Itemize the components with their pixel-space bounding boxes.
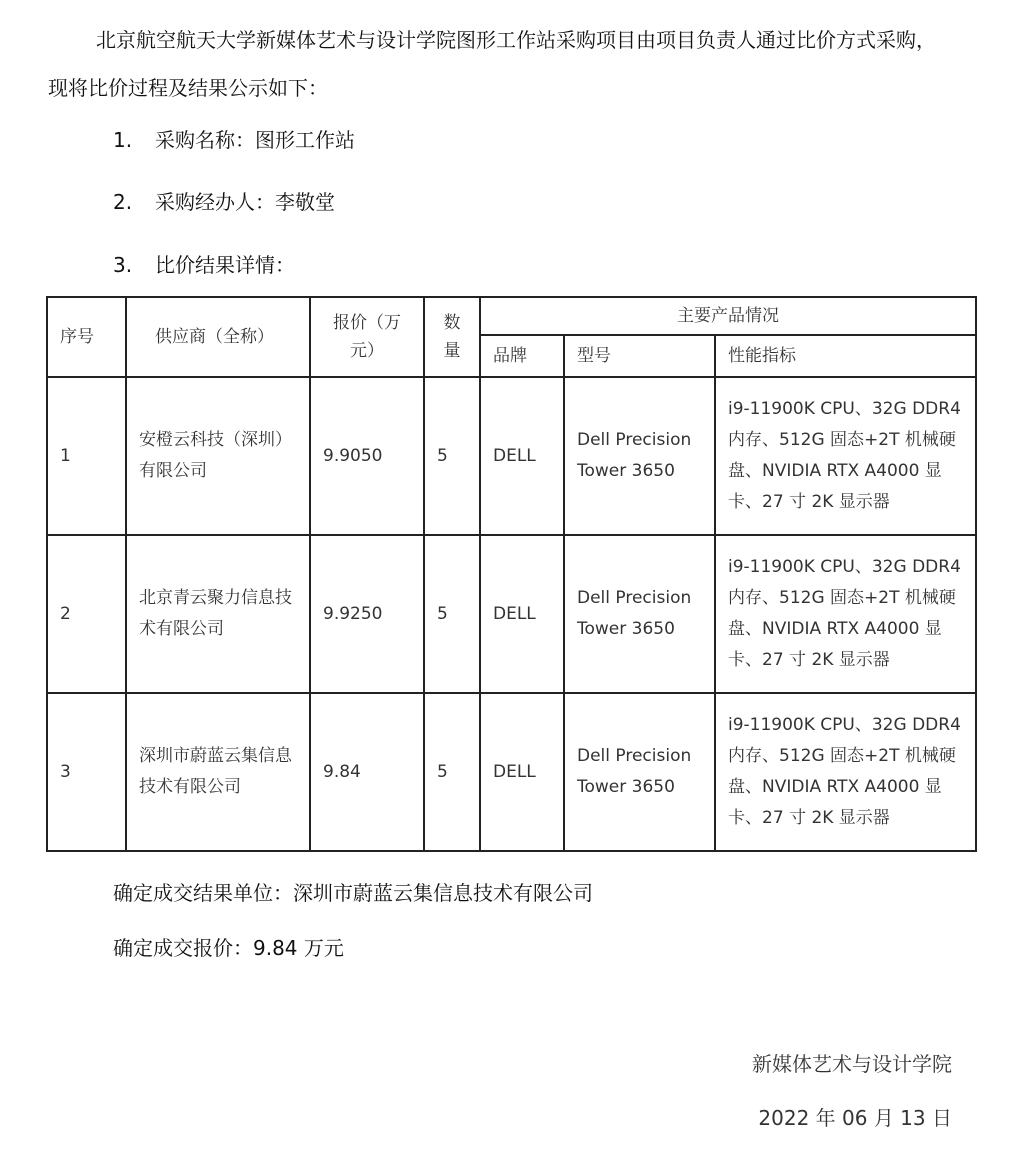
header-product-group: 主要产品情况 [480, 297, 976, 335]
header-qty: 数量 [424, 297, 480, 377]
list-text: 比价结果详情： [155, 253, 295, 277]
cell-supplier: 深圳市蔚蓝云集信息技术有限公司 [126, 693, 310, 851]
list-item-purchase-name [113, 126, 355, 154]
cell-qty: 5 [424, 693, 480, 851]
cell-supplier: 北京青云聚力信息技术有限公司 [126, 535, 310, 693]
cell-spec: i9-11900K CPU、32G DDR4 内存、512G 固态+2T 机械硬盘、NVIDIA RTX A4000 显卡、27 寸 2K 显示器 [715, 693, 976, 851]
cell-price: 9.84 [310, 693, 424, 851]
price-comparison-table [46, 296, 977, 852]
list-number: 2. [113, 190, 133, 214]
list-item-handler [113, 188, 335, 216]
list-number: 3. [113, 253, 133, 277]
cell-supplier: 安橙云科技（深圳）有限公司 [126, 377, 310, 535]
table-row [47, 693, 976, 851]
header-spec: 性能指标 [715, 335, 976, 377]
cell-model: Dell Precision Tower 3650 [564, 535, 715, 693]
cell-brand: DELL [480, 693, 564, 851]
cell-seq: 1 [47, 377, 126, 535]
cell-price: 9.9250 [310, 535, 424, 693]
header-model: 型号 [564, 335, 715, 377]
header-seq: 序号 [47, 297, 126, 377]
table-row [47, 535, 976, 693]
cell-qty: 5 [424, 377, 480, 535]
signature-date: 2022 年 06 月 13 日 [758, 1106, 952, 1130]
intro-paragraph: 北京航空航天大学新媒体艺术与设计学院图形工作站采购项目由项目负责人通过比价方式采购，现将比价过程及结果公示如下： [48, 28, 936, 100]
cell-spec: i9-11900K CPU、32G DDR4 内存、512G 固态+2T 机械硬盘、NVIDIA RTX A4000 显卡、27 寸 2K 显示器 [715, 377, 976, 535]
list-number: 1. [113, 128, 133, 152]
cell-brand: DELL [480, 535, 564, 693]
cell-price: 9.9050 [310, 377, 424, 535]
list-text: 采购名称：图形工作站 [155, 128, 355, 152]
cell-model: Dell Precision Tower 3650 [564, 377, 715, 535]
table-header-row [47, 297, 976, 335]
cell-model: Dell Precision Tower 3650 [564, 693, 715, 851]
cell-seq: 3 [47, 693, 126, 851]
header-price: 报价（万元） [310, 297, 424, 377]
header-supplier: 供应商（全称） [126, 297, 310, 377]
signature-org: 新媒体艺术与设计学院 [752, 1052, 952, 1076]
cell-brand: DELL [480, 377, 564, 535]
list-item-details [113, 251, 295, 279]
list-text: 采购经办人：李敬堂 [155, 190, 335, 214]
table-row [47, 377, 976, 535]
cell-qty: 5 [424, 535, 480, 693]
cell-seq: 2 [47, 535, 126, 693]
winner-line: 确定成交结果单位：深圳市蔚蓝云集信息技术有限公司 [113, 881, 593, 905]
header-brand: 品牌 [480, 335, 564, 377]
final-price-line: 确定成交报价：9.84 万元 [113, 936, 344, 960]
cell-spec: i9-11900K CPU、32G DDR4 内存、512G 固态+2T 机械硬盘、NVIDIA RTX A4000 显卡、27 寸 2K 显示器 [715, 535, 976, 693]
